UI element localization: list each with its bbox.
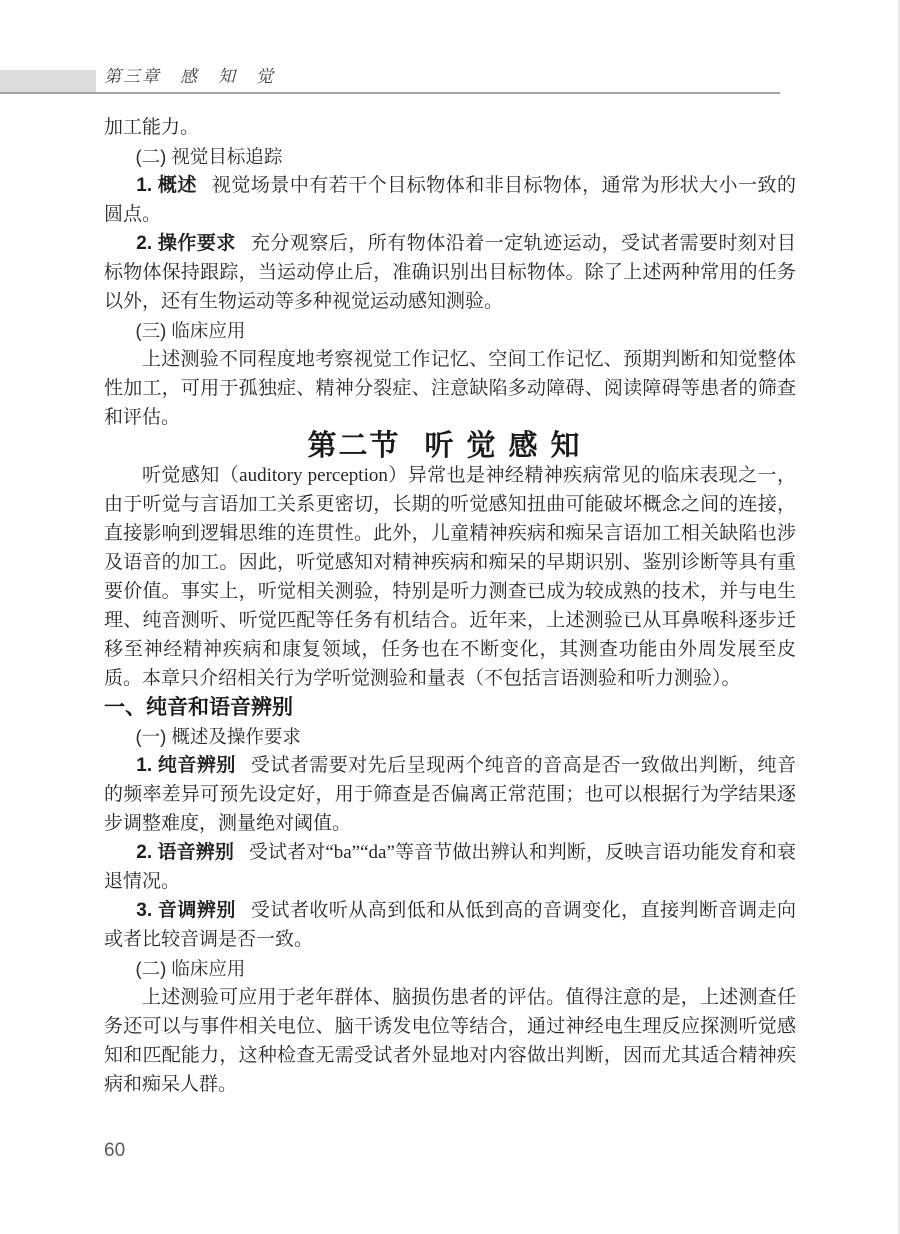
clinical-application-paragraph-2: 上述测验可应用于老年群体、脑损伤患者的评估。值得注意的是，上述测查任务还可以与事件相关电位、脑干诱发电位等结合，通过神经电生理反应探测听觉感知和匹配能力，这种检查无需受试者外显地对内容做出判断，因而尤其适合精神疾病和痴呆人群。 (104, 987, 796, 1095)
item-term: 1. 概述 (136, 175, 197, 196)
section-intro-paragraph: 听觉感知（auditory perception）异常也是神经精神疾病常见的临床表现之一，由于听觉与言语加工关系更密切，长期的听觉感知扭曲可能破坏概念之间的连接，直接影响到逻辑思维的连贯性。此外，儿童精神疾病和痴呆言语加工相关缺陷也涉及语音的加工。因此，听觉感知对精神疾病和痴呆的早期识别、鉴别诊断等具有重要价值。事实上，听觉相关测验，特别是听力测查已成为较成熟的技术，并与电生理、纯音测听、听觉匹配等任务有机结合。近年来，上述测验已从耳鼻喉科逐步迁移至神经精神疾病和康复领域，任务也在不断变化，其测查功能由外周发展至皮质。本章只介绍相关行为学听觉测验和量表（不包括言语测验和听力测验）。 (104, 465, 796, 689)
section-name: 听觉感知 (424, 430, 593, 462)
item-term: 2. 语音辨别 (136, 842, 234, 863)
item-text: 充分观察后，所有物体沿着一定轨迹运动，受试者需要时刻对目标物体保持跟踪，当运动停止后，准确识别出目标物体。除了上述两种常用的任务以外，还有生物运动等多种视觉运动感知测验。 (104, 233, 796, 312)
continuation-paragraph: 加工能力。 (104, 117, 200, 138)
subsection-heading-clinical-1: (三) 临床应用 (135, 320, 246, 341)
header-gray-bar (0, 70, 96, 93)
subsection-heading-visual-tracking: (二) 视觉目标追踪 (135, 146, 283, 167)
subsection-heading-clinical-2: (二) 临床应用 (135, 958, 246, 979)
item-text: 受试者收听从高到低和从低到高的音调变化，直接判断音调走向或者比较音调是否一致。 (104, 900, 796, 950)
item-text: 受试者需要对先后呈现两个纯音的音高是否一致做出判断，纯音的频率差异可预先设定好，用于筛查是否偏离正常范围；也可以根据行为学结果逐步调整难度，测量绝对阈值。 (104, 755, 796, 834)
section-number: 第二节 (307, 430, 401, 462)
item-term: 3. 音调辨别 (136, 900, 236, 921)
running-chapter-title: 第三章 感 知 觉 (104, 67, 275, 86)
clinical-application-paragraph-1: 上述测验不同程度地考察视觉工作记忆、空间工作记忆、预期判断和知觉整体性加工，可用于孤独症、精神分裂症、注意缺陷多动障碍、阅读障碍等患者的筛查和评估。 (104, 349, 796, 428)
item-term: 2. 操作要求 (136, 233, 236, 254)
numbered-item-procedure (104, 229, 796, 316)
subsection-heading-overview-requirements: (一) 概述及操作要求 (135, 726, 301, 747)
numbered-item-overview (104, 171, 796, 229)
item-text: 受试者对“ba”“da”等音节做出辨认和判断，反映言语功能发育和衰退情况。 (104, 842, 796, 892)
numbered-item-speech (104, 838, 796, 896)
item-text: 视觉场景中有若干个目标物体和非目标物体，通常为形状大小一致的圆点。 (104, 175, 796, 225)
item-term: 1. 纯音辨别 (136, 755, 236, 776)
page-number: 60 (104, 1140, 126, 1161)
section-title (104, 432, 796, 461)
text-column (104, 113, 796, 1099)
heading-pure-tone-speech: 一、纯音和语音辨别 (104, 696, 293, 719)
numbered-item-pure-tone (104, 751, 796, 838)
numbered-item-pitch (104, 896, 796, 954)
header-rule (0, 92, 780, 94)
